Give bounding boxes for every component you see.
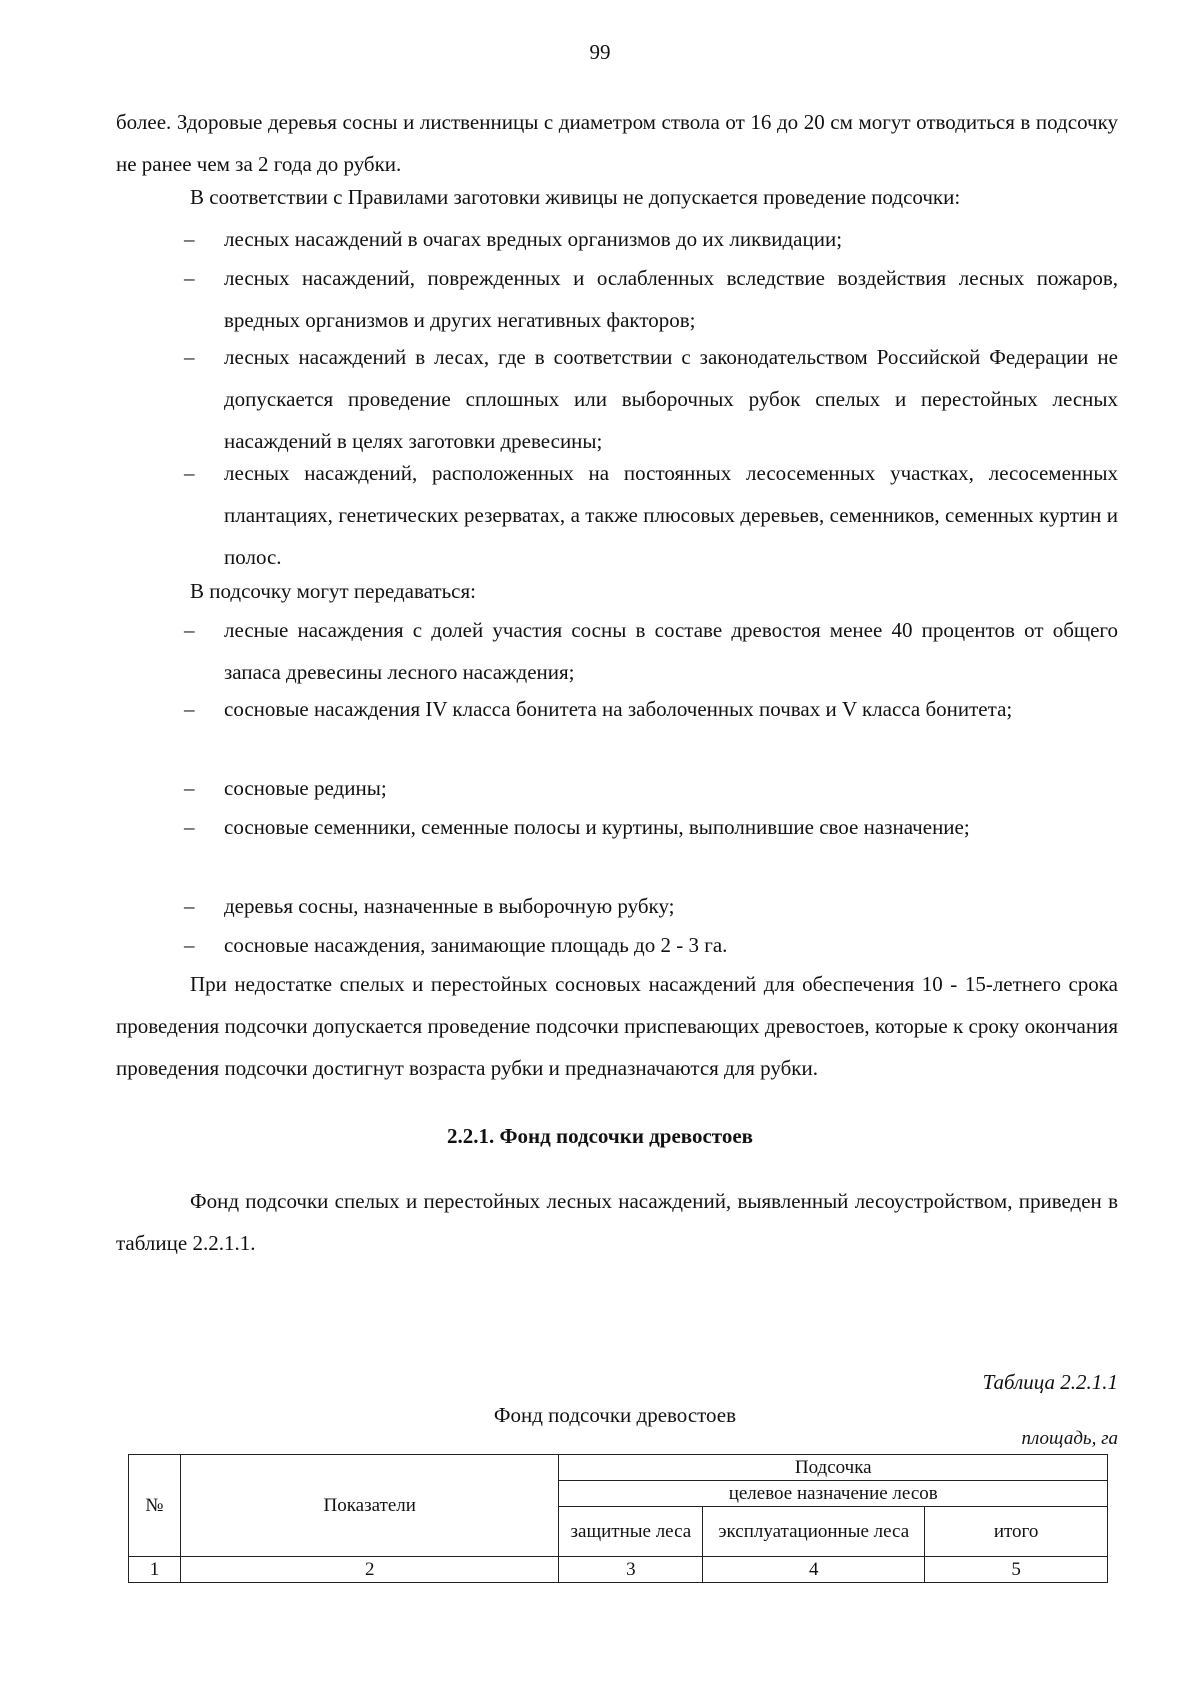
paragraph-1: более. Здоровые деревья сосны и лиственницы с диаметром ствола от 16 до 20 см могут отводиться в подсочку не ранее чем за 2 года до рубки. xyxy=(116,110,1118,176)
dash-marker: – xyxy=(184,815,195,839)
dash-marker: – xyxy=(184,894,195,918)
col-number-4: 4 xyxy=(703,1557,925,1583)
list-item: – сосновые насаждения, занимающие площадь до 2 - 3 га. xyxy=(224,924,1118,966)
list-item: – деревья сосны, назначенные в выборочную рубку; xyxy=(224,885,1118,927)
col-header-protective: защитные леса xyxy=(559,1507,703,1557)
dash-marker: – xyxy=(184,697,195,721)
col-subgroup-purpose: целевое назначение лесов xyxy=(559,1481,1108,1507)
col-header-indicators: Показатели xyxy=(180,1455,558,1557)
page-number: 99 xyxy=(589,40,611,64)
list-item: – сосновые редины; xyxy=(224,767,1118,809)
dash-marker: – xyxy=(184,933,195,957)
table-row xyxy=(129,1557,1108,1583)
col-header-exploitation: эксплуатационные леса xyxy=(703,1507,925,1557)
fund-table xyxy=(128,1454,1108,1583)
list-item: – лесных насаждений, расположенных на постоянных лесосеменных участках, лесосеменных плантациях, генетических резерватах, а также плюсовых деревьев, семенников, семенных куртин и полос. xyxy=(224,452,1118,578)
dash-marker: – xyxy=(184,618,195,642)
dash-marker: – xyxy=(184,227,195,251)
col-group-tapping: Подсочка xyxy=(559,1455,1108,1481)
paragraph-2: В соответствии с Правилами заготовки живицы не допускается проведение подсочки: xyxy=(190,185,961,209)
list-item: – сосновые насаждения IV класса бонитета на заболоченных почвах и V класса бонитета; xyxy=(224,688,1118,730)
list-item: – лесных насаждений в очагах вредных организмов до их ликвидации; xyxy=(224,218,1118,260)
list-item: – лесных насаждений, поврежденных и ослабленных вследствие воздействия лесных пожаров, вредных организмов и других негативных факторов; xyxy=(224,257,1118,341)
list-item: – лесных насаждений в лесах, где в соответствии с законодательством Российской Федерации не допускается проведение сплошных или выборочных рубок спелых и перестойных лесных насаждений в целях заготовки древесины; xyxy=(224,336,1118,462)
col-header-total: итого xyxy=(925,1507,1108,1557)
dash-marker: – xyxy=(184,461,195,485)
col-number-1: 1 xyxy=(129,1557,181,1583)
col-header-number: № xyxy=(129,1455,181,1557)
paragraph-5: Фонд подсочки спелых и перестойных лесных насаждений, выявленный лесоустройством, приведен в таблице 2.2.1.1. xyxy=(116,1189,1118,1255)
table-title: Фонд подсочки древостоев xyxy=(493,1403,737,1427)
dash-marker: – xyxy=(184,266,195,290)
paragraph-3: В подсочку могут передаваться: xyxy=(190,579,476,603)
list-item: – сосновые семенники, семенные полосы и куртины, выполнившие свое назначение; xyxy=(224,806,1118,848)
col-number-2: 2 xyxy=(180,1557,558,1583)
dash-marker: – xyxy=(184,776,195,800)
table-label: Таблица 2.2.1.1 xyxy=(982,1370,1118,1394)
list-item: – лесные насаждения с долей участия сосны в составе древостоя менее 40 процентов от общего запаса древесины лесного насаждения; xyxy=(224,609,1118,693)
section-heading: 2.2.1. Фонд подсочки древостоев xyxy=(446,1124,754,1148)
dash-marker: – xyxy=(184,345,195,369)
col-number-3: 3 xyxy=(559,1557,703,1583)
col-number-5: 5 xyxy=(925,1557,1108,1583)
paragraph-4: При недостатке спелых и перестойных сосновых насаждений для обеспечения 10 - 15-летнего срока проведения подсочки допускается проведение подсочки приспевающих древостоев, которые к сроку окончания проведения подсочки достигнут возраста рубки и предназначаются для рубки. xyxy=(116,972,1118,1080)
table-unit: площадь, га xyxy=(1021,1428,1118,1449)
